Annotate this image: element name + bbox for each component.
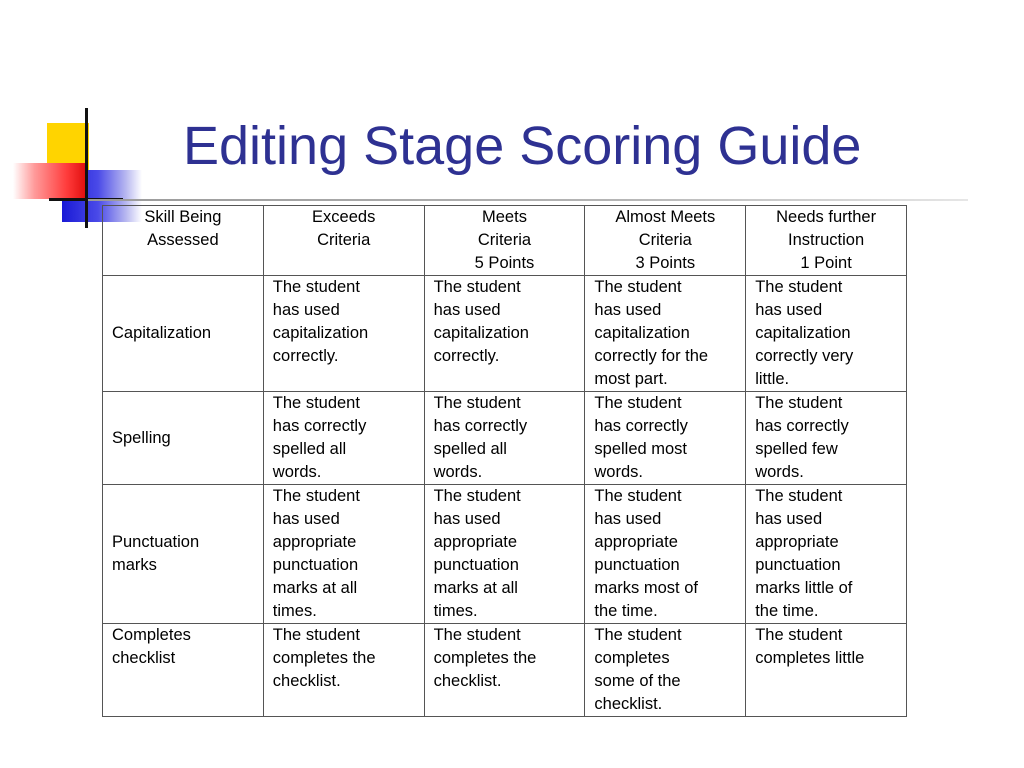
header-line: Skill Being xyxy=(144,208,222,226)
cell-line: marks little of xyxy=(755,579,853,597)
header-line: Instruction xyxy=(788,231,865,249)
header-line: Almost Meets xyxy=(615,208,716,226)
criteria-cell-meets xyxy=(424,276,585,392)
cell-line: words. xyxy=(755,463,804,481)
cell-line: appropriate xyxy=(433,533,518,551)
cell-line: spelled all xyxy=(433,440,507,458)
header-line: Criteria xyxy=(477,231,532,249)
criteria-cell-exceeds xyxy=(263,485,424,624)
cell-line: marks at all xyxy=(433,579,518,597)
cell-line: The student xyxy=(755,394,843,412)
header-line: Exceeds xyxy=(312,208,376,226)
criteria-cell-needs-further xyxy=(746,624,907,717)
skill-cell xyxy=(103,392,264,485)
header-line: Criteria xyxy=(317,231,371,249)
table-row-spelling xyxy=(103,392,907,485)
cell-line: The student xyxy=(594,626,682,644)
criteria-cell-almost-meets xyxy=(585,624,746,717)
cell-line: correctly very xyxy=(755,347,854,365)
cell-line: has correctly xyxy=(433,417,528,435)
cell-line: The student xyxy=(755,626,843,644)
criteria-cell-almost-meets xyxy=(585,392,746,485)
cell-line: has correctly xyxy=(755,417,849,435)
criteria-cell-exceeds xyxy=(263,624,424,717)
cell-line: has used xyxy=(433,510,501,528)
cell-line: completes the xyxy=(272,649,376,667)
criteria-cell-meets xyxy=(424,624,585,717)
criteria-cell-needs-further xyxy=(746,392,907,485)
cell-line: punctuation xyxy=(755,556,841,574)
cell-line: most part. xyxy=(594,370,668,388)
criteria-cell-almost-meets xyxy=(585,485,746,624)
header-line: Meets xyxy=(482,208,527,226)
criteria-cell-needs-further xyxy=(746,276,907,392)
cell-line: has correctly xyxy=(272,417,367,435)
cell-line: appropriate xyxy=(755,533,839,551)
slide-title: Editing Stage Scoring Guide xyxy=(183,116,862,176)
cell-line: has used xyxy=(594,301,662,319)
cell-line: little. xyxy=(755,370,790,388)
cell-line: The student xyxy=(433,278,521,296)
cell-line: The student xyxy=(272,487,360,505)
header-line: 3 Points xyxy=(635,254,696,272)
cell-line: has used xyxy=(272,510,340,528)
header-exceeds-criteria xyxy=(263,206,424,276)
cell-line: has used xyxy=(433,301,501,319)
table-row-checklist xyxy=(103,624,907,717)
cell-line: marks most of xyxy=(594,579,698,597)
cell-line: The student xyxy=(594,278,682,296)
cell-line: the time. xyxy=(755,602,819,620)
cell-line: The student xyxy=(272,626,360,644)
skill-line: Capitalization xyxy=(112,324,212,342)
criteria-cell-meets xyxy=(424,392,585,485)
cell-line: capitalization xyxy=(594,324,690,342)
cell-line: The student xyxy=(755,487,843,505)
header-meets-criteria xyxy=(424,206,585,276)
cell-line: The student xyxy=(433,394,521,412)
cell-line: has used xyxy=(755,301,823,319)
cell-line: the time. xyxy=(594,602,658,620)
cell-line: capitalization xyxy=(755,324,851,342)
skill-line: checklist xyxy=(112,649,176,667)
scoring-guide-table xyxy=(102,205,907,717)
cell-line: correctly. xyxy=(433,347,500,365)
vertical-line-decoration xyxy=(85,108,88,228)
criteria-cell-needs-further xyxy=(746,485,907,624)
table-header-row xyxy=(103,206,907,276)
header-line: Assessed xyxy=(147,231,219,249)
table-row-punctuation xyxy=(103,485,907,624)
red-gradient-decoration xyxy=(13,163,85,199)
cell-line: times. xyxy=(272,602,317,620)
cell-line: completes little xyxy=(755,649,865,667)
cell-line: completes the xyxy=(433,649,537,667)
header-skill-being-assessed xyxy=(103,206,264,276)
cell-line: has correctly xyxy=(594,417,688,435)
cell-line: The student xyxy=(433,626,521,644)
skill-line: Spelling xyxy=(112,428,171,447)
cell-line: The student xyxy=(594,394,682,412)
cell-line: spelled all xyxy=(272,440,347,458)
cell-line: The student xyxy=(272,278,360,296)
cell-line: checklist. xyxy=(272,672,341,690)
header-line: 1 Point xyxy=(800,254,852,272)
cell-line: appropriate xyxy=(272,533,357,551)
header-line: 5 Points xyxy=(474,254,535,272)
cell-line: spelled most xyxy=(594,440,688,458)
criteria-cell-almost-meets xyxy=(585,276,746,392)
cell-line: marks at all xyxy=(272,579,358,597)
skill-line: marks xyxy=(112,556,157,574)
skill-cell xyxy=(103,624,264,717)
title-underline-rule xyxy=(88,199,968,201)
cell-line: some of the xyxy=(594,672,681,690)
cell-line: words. xyxy=(594,463,643,481)
skill-line: Completes xyxy=(112,626,191,644)
header-line: Criteria xyxy=(638,231,692,249)
header-line: Needs further xyxy=(776,208,877,226)
header-needs-further-instruction xyxy=(746,206,907,276)
cell-line: correctly. xyxy=(272,347,339,365)
cell-line: The student xyxy=(755,278,843,296)
cell-line: The student xyxy=(433,487,521,505)
criteria-cell-exceeds xyxy=(263,392,424,485)
skill-cell xyxy=(103,485,264,624)
cell-line: capitalization xyxy=(272,324,369,342)
table-row-capitalization xyxy=(103,276,907,392)
cell-line: times. xyxy=(433,602,478,620)
cell-line: has used xyxy=(594,510,662,528)
cell-line: punctuation xyxy=(594,556,680,574)
skill-line: Punctuation xyxy=(112,533,200,551)
cell-line: appropriate xyxy=(594,533,678,551)
cell-line: checklist. xyxy=(433,672,502,690)
cell-line: words. xyxy=(433,463,483,481)
cell-line: The student xyxy=(594,487,682,505)
skill-cell xyxy=(103,276,264,392)
cell-line: punctuation xyxy=(433,556,519,574)
criteria-cell-meets xyxy=(424,485,585,624)
cell-line: words. xyxy=(272,463,322,481)
cell-line: spelled few xyxy=(755,440,838,458)
cell-line: capitalization xyxy=(433,324,529,342)
cell-line: checklist. xyxy=(594,695,663,713)
header-almost-meets-criteria xyxy=(585,206,746,276)
cell-line: punctuation xyxy=(272,556,359,574)
cell-line: correctly for the xyxy=(594,347,709,365)
criteria-cell-exceeds xyxy=(263,276,424,392)
cell-line: completes xyxy=(594,649,670,667)
cell-line: has used xyxy=(272,301,340,319)
cell-line: The student xyxy=(272,394,360,412)
cell-line: has used xyxy=(755,510,823,528)
